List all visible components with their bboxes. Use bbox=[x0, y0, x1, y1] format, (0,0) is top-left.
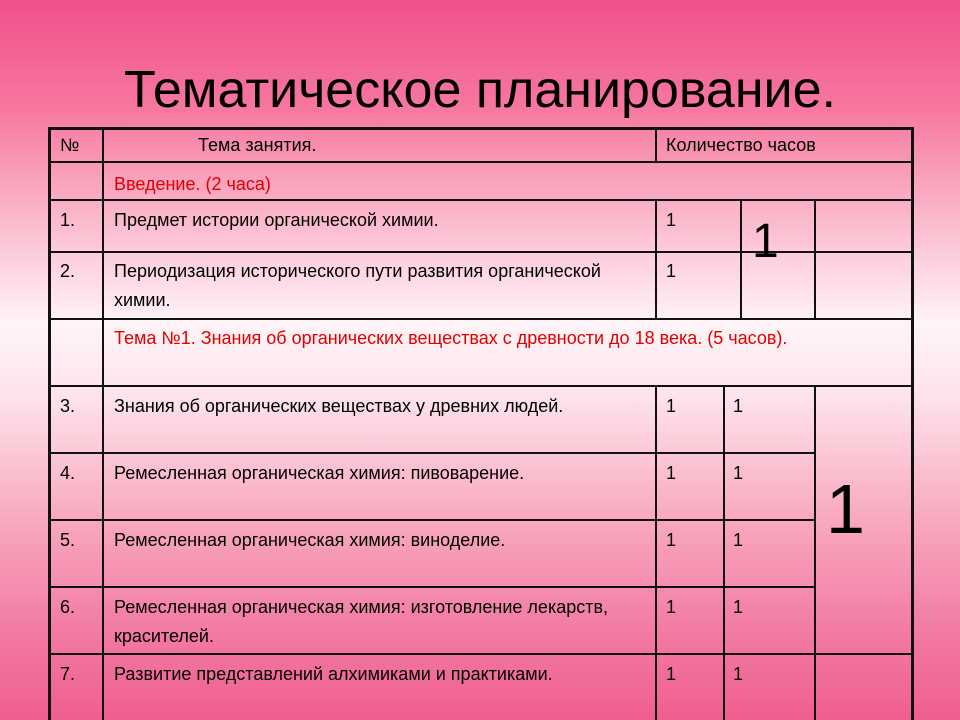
row-num: 5. bbox=[60, 530, 76, 550]
row-num: 3. bbox=[60, 396, 76, 416]
row-num: 2. bbox=[60, 261, 76, 281]
section-theme1: Тема №1. Знания об органических веществах с древности до 18 века. (5 часов). bbox=[114, 328, 788, 348]
header-topic: Тема занятия. bbox=[198, 135, 317, 155]
row-hours-2: 1 bbox=[733, 463, 744, 483]
row-topic: Предмет истории органической химии. bbox=[114, 210, 439, 230]
row-num: 7. bbox=[60, 664, 76, 684]
intro-merged-hours: 1 bbox=[752, 215, 779, 268]
row-hours: 1 bbox=[666, 530, 677, 550]
theme1-merged-hours: 1 bbox=[826, 470, 865, 548]
row-topic: Ремесленная органическая химия: виноделие. bbox=[114, 530, 506, 550]
row-hours: 1 bbox=[666, 210, 677, 230]
row-hours: 1 bbox=[666, 597, 677, 617]
row-hours-2: 1 bbox=[733, 396, 744, 416]
row-hours-2: 1 bbox=[733, 530, 744, 550]
row-topic: Периодизация исторического пути развития органической химии. bbox=[114, 261, 601, 310]
row-topic: Ремесленная органическая химия: изготовление лекарств, красителей. bbox=[114, 597, 609, 646]
row-hours: 1 bbox=[666, 463, 677, 483]
row-num: 1. bbox=[60, 210, 76, 230]
row-hours-2: 1 bbox=[733, 597, 744, 617]
slide-title: Тематическое планирование. bbox=[124, 61, 836, 119]
row-hours: 1 bbox=[666, 664, 677, 684]
row-hours: 1 bbox=[666, 261, 677, 281]
row-num: 4. bbox=[60, 463, 76, 483]
section-intro: Введение. (2 часа) bbox=[114, 174, 271, 194]
row-topic: Знания об органических веществах у древних людей. bbox=[114, 396, 564, 416]
row-hours: 1 bbox=[666, 396, 677, 416]
header-hours: Количество часов bbox=[666, 135, 816, 155]
row-topic: Развитие представлений алхимиками и практиками. bbox=[114, 664, 553, 684]
header-num: № bbox=[60, 135, 80, 155]
row-num: 6. bbox=[60, 597, 76, 617]
row-hours-2: 1 bbox=[733, 664, 744, 684]
row-topic: Ремесленная органическая химия: пивоварение. bbox=[114, 463, 525, 483]
